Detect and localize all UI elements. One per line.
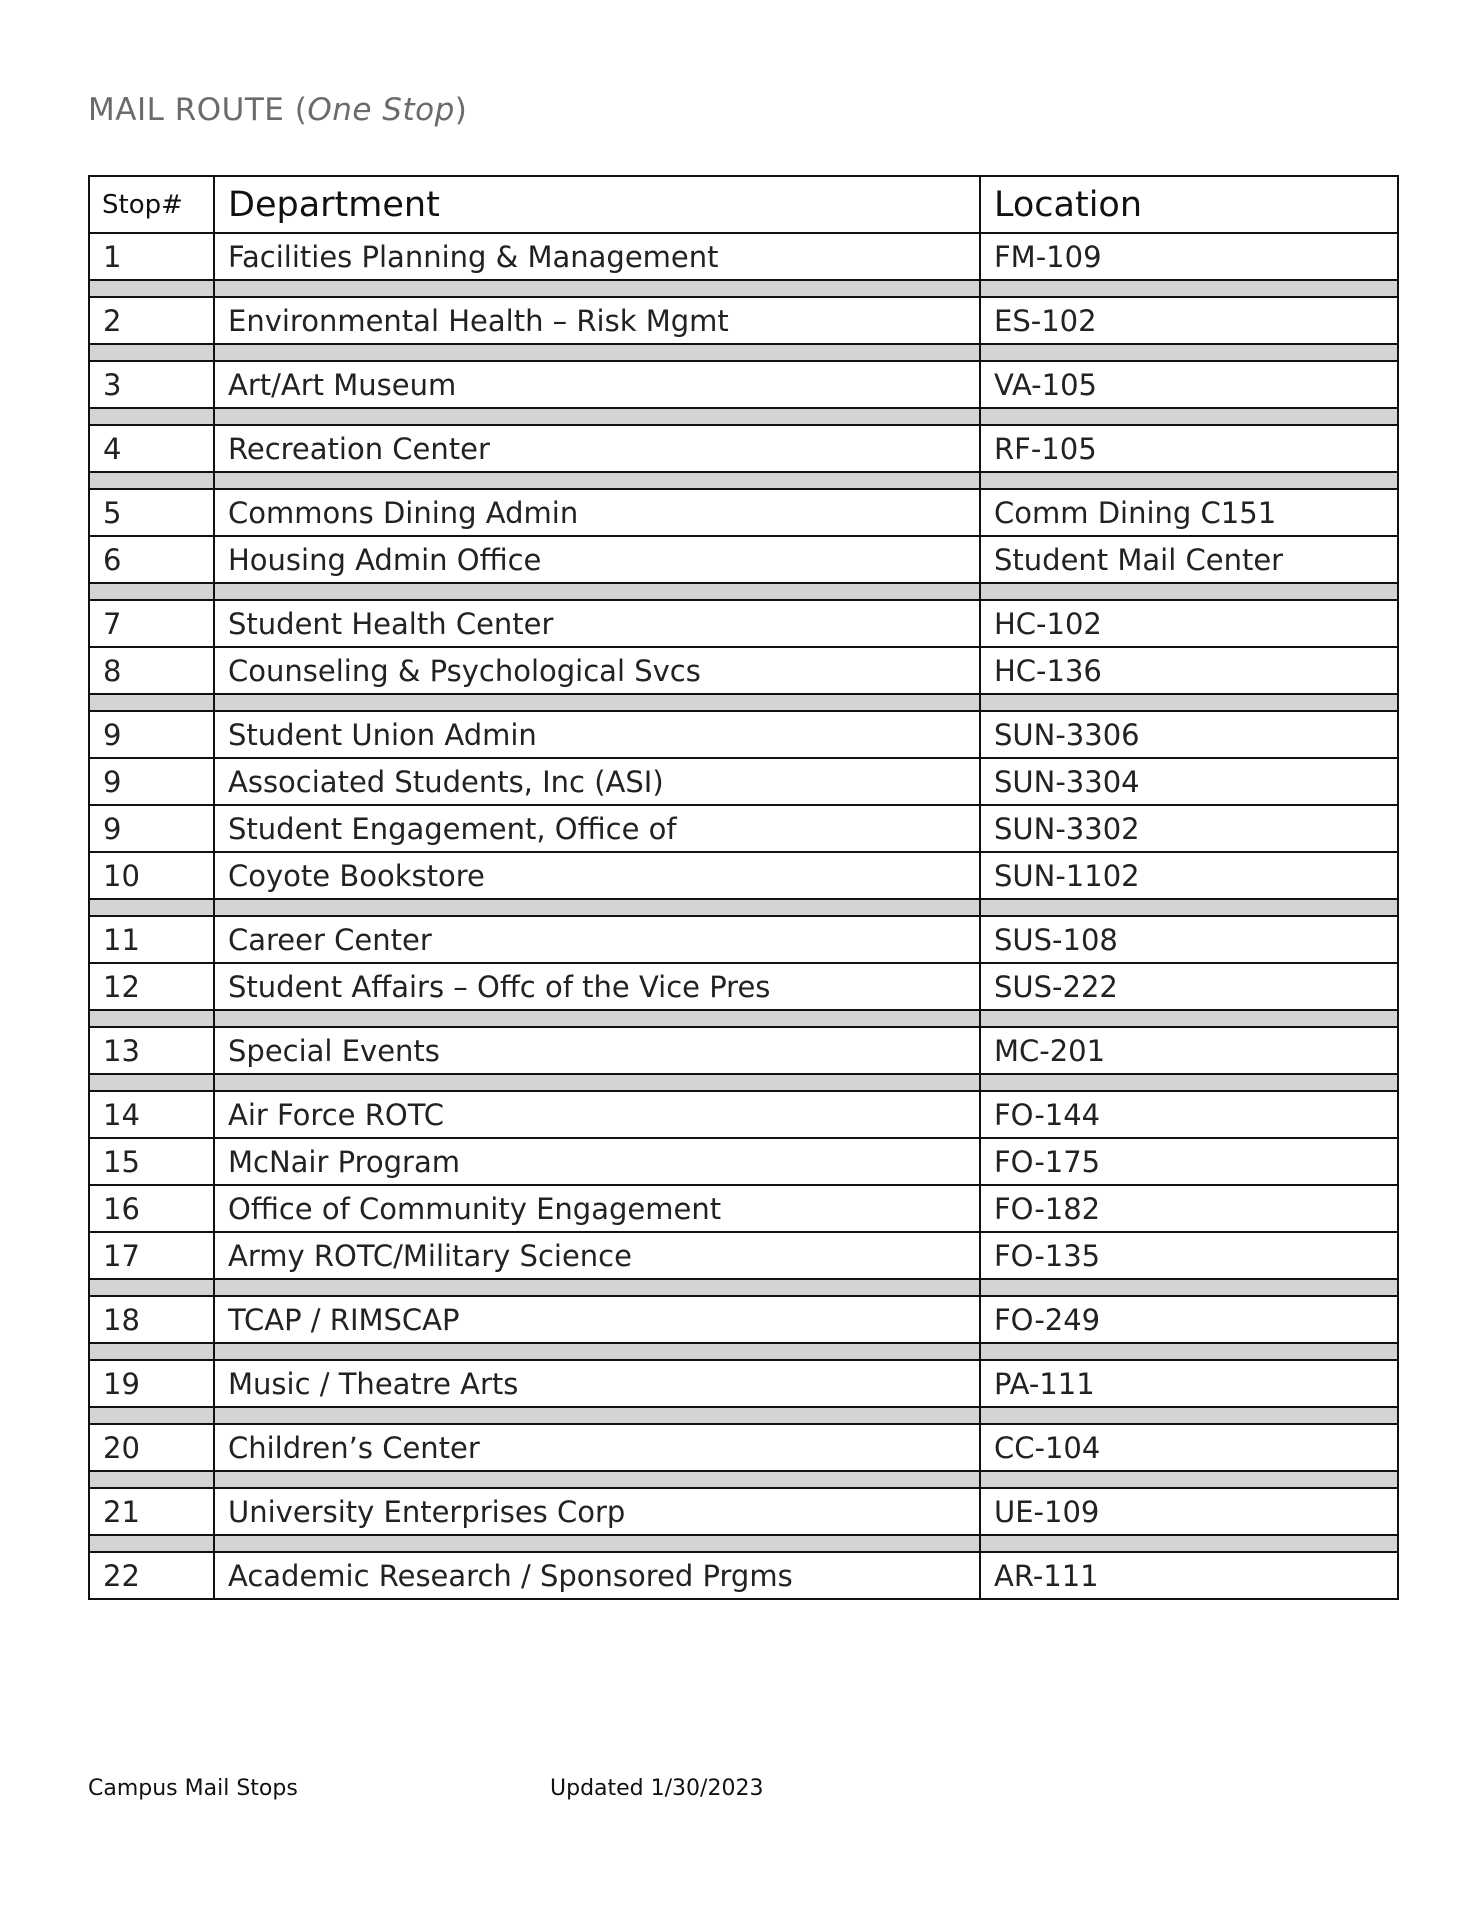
location-cell: FO-182 bbox=[980, 1185, 1398, 1232]
location-cell: ES-102 bbox=[980, 297, 1398, 344]
separator-row bbox=[89, 280, 1398, 297]
table-row bbox=[89, 489, 1398, 536]
stop-cell: 4 bbox=[89, 425, 214, 472]
separator-cell bbox=[214, 1010, 980, 1027]
title-main: MAIL ROUTE ( bbox=[88, 92, 308, 128]
location-cell: MC-201 bbox=[980, 1027, 1398, 1074]
separator-row bbox=[89, 1074, 1398, 1091]
stop-cell: 13 bbox=[89, 1027, 214, 1074]
table-row bbox=[89, 1027, 1398, 1074]
location-cell: HC-136 bbox=[980, 647, 1398, 694]
separator-row bbox=[89, 1010, 1398, 1027]
department-cell: University Enterprises Corp bbox=[214, 1488, 980, 1535]
separator-cell bbox=[980, 1343, 1398, 1360]
table-row bbox=[89, 536, 1398, 583]
table-row bbox=[89, 1232, 1398, 1279]
location-cell: SUN-3304 bbox=[980, 758, 1398, 805]
table-row bbox=[89, 647, 1398, 694]
location-cell: FM-109 bbox=[980, 233, 1398, 280]
table-row bbox=[89, 1552, 1398, 1599]
separator-cell bbox=[980, 280, 1398, 297]
location-cell: SUN-3302 bbox=[980, 805, 1398, 852]
table-row bbox=[89, 1138, 1398, 1185]
separator-cell bbox=[214, 408, 980, 425]
location-cell: SUS-222 bbox=[980, 963, 1398, 1010]
stop-cell: 16 bbox=[89, 1185, 214, 1232]
location-cell: AR-111 bbox=[980, 1552, 1398, 1599]
table-row bbox=[89, 361, 1398, 408]
department-cell: Counseling & Psychological Svcs bbox=[214, 647, 980, 694]
table-row bbox=[89, 711, 1398, 758]
department-cell: McNair Program bbox=[214, 1138, 980, 1185]
mail-route-table bbox=[88, 175, 1399, 1600]
stop-cell: 20 bbox=[89, 1424, 214, 1471]
department-cell: Student Union Admin bbox=[214, 711, 980, 758]
department-cell: Career Center bbox=[214, 916, 980, 963]
separator-cell bbox=[89, 472, 214, 489]
separator-row bbox=[89, 694, 1398, 711]
department-cell: Commons Dining Admin bbox=[214, 489, 980, 536]
separator-cell bbox=[214, 1407, 980, 1424]
table-row bbox=[89, 1296, 1398, 1343]
header-stop: Stop# bbox=[89, 176, 214, 233]
separator-row bbox=[89, 408, 1398, 425]
stop-cell: 12 bbox=[89, 963, 214, 1010]
separator-cell bbox=[214, 280, 980, 297]
table-row bbox=[89, 425, 1398, 472]
location-cell: FO-249 bbox=[980, 1296, 1398, 1343]
separator-cell bbox=[214, 1471, 980, 1488]
title-subtitle: One Stop bbox=[307, 92, 455, 128]
separator-cell bbox=[980, 344, 1398, 361]
separator-cell bbox=[214, 344, 980, 361]
stop-cell: 14 bbox=[89, 1091, 214, 1138]
stop-cell: 21 bbox=[89, 1488, 214, 1535]
table-row bbox=[89, 805, 1398, 852]
location-cell: CC-104 bbox=[980, 1424, 1398, 1471]
department-cell: Office of Community Engagement bbox=[214, 1185, 980, 1232]
separator-cell bbox=[89, 1471, 214, 1488]
stop-cell: 3 bbox=[89, 361, 214, 408]
location-cell: SUN-3306 bbox=[980, 711, 1398, 758]
table-row bbox=[89, 1488, 1398, 1535]
separator-cell bbox=[89, 1279, 214, 1296]
separator-cell bbox=[89, 694, 214, 711]
stop-cell: 9 bbox=[89, 805, 214, 852]
department-cell: Student Affairs – Offc of the Vice Pres bbox=[214, 963, 980, 1010]
separator-cell bbox=[980, 1471, 1398, 1488]
department-cell: Air Force ROTC bbox=[214, 1091, 980, 1138]
table-row bbox=[89, 758, 1398, 805]
table-row bbox=[89, 600, 1398, 647]
stop-cell: 15 bbox=[89, 1138, 214, 1185]
location-cell: RF-105 bbox=[980, 425, 1398, 472]
separator-cell bbox=[89, 1535, 214, 1552]
title-close: ) bbox=[454, 92, 468, 128]
separator-cell bbox=[214, 1074, 980, 1091]
location-cell: FO-144 bbox=[980, 1091, 1398, 1138]
separator-cell bbox=[89, 280, 214, 297]
separator-cell bbox=[214, 583, 980, 600]
separator-cell bbox=[980, 1407, 1398, 1424]
table-row bbox=[89, 233, 1398, 280]
department-cell: Special Events bbox=[214, 1027, 980, 1074]
department-cell: Academic Research / Sponsored Prgms bbox=[214, 1552, 980, 1599]
location-cell: HC-102 bbox=[980, 600, 1398, 647]
stop-cell: 11 bbox=[89, 916, 214, 963]
table-header-row bbox=[89, 176, 1398, 233]
stop-cell: 2 bbox=[89, 297, 214, 344]
separator-cell bbox=[214, 1535, 980, 1552]
department-cell: Recreation Center bbox=[214, 425, 980, 472]
separator-cell bbox=[980, 583, 1398, 600]
department-cell: Student Engagement, Office of bbox=[214, 805, 980, 852]
stop-cell: 9 bbox=[89, 758, 214, 805]
separator-cell bbox=[980, 408, 1398, 425]
stop-cell: 8 bbox=[89, 647, 214, 694]
stop-cell: 7 bbox=[89, 600, 214, 647]
location-cell: PA-111 bbox=[980, 1360, 1398, 1407]
separator-cell bbox=[214, 694, 980, 711]
separator-cell bbox=[214, 472, 980, 489]
location-cell: Student Mail Center bbox=[980, 536, 1398, 583]
table-row bbox=[89, 852, 1398, 899]
department-cell: Associated Students, Inc (ASI) bbox=[214, 758, 980, 805]
location-cell: Comm Dining C151 bbox=[980, 489, 1398, 536]
department-cell: Coyote Bookstore bbox=[214, 852, 980, 899]
table-row bbox=[89, 916, 1398, 963]
footer-updated-date: Updated 1/30/2023 bbox=[550, 1776, 764, 1801]
header-location: Location bbox=[980, 176, 1398, 233]
stop-cell: 19 bbox=[89, 1360, 214, 1407]
separator-cell bbox=[214, 1343, 980, 1360]
department-cell: Facilities Planning & Management bbox=[214, 233, 980, 280]
separator-cell bbox=[214, 1279, 980, 1296]
stop-cell: 10 bbox=[89, 852, 214, 899]
location-cell: FO-135 bbox=[980, 1232, 1398, 1279]
stop-cell: 22 bbox=[89, 1552, 214, 1599]
location-cell: SUN-1102 bbox=[980, 852, 1398, 899]
separator-cell bbox=[980, 694, 1398, 711]
stop-cell: 6 bbox=[89, 536, 214, 583]
table-row bbox=[89, 1091, 1398, 1138]
separator-row bbox=[89, 583, 1398, 600]
separator-cell bbox=[980, 899, 1398, 916]
separator-row bbox=[89, 472, 1398, 489]
separator-cell bbox=[980, 1535, 1398, 1552]
department-cell: Children’s Center bbox=[214, 1424, 980, 1471]
page-title bbox=[88, 92, 467, 128]
separator-cell bbox=[89, 408, 214, 425]
department-cell: Housing Admin Office bbox=[214, 536, 980, 583]
separator-row bbox=[89, 1343, 1398, 1360]
table-row bbox=[89, 963, 1398, 1010]
table-body bbox=[89, 233, 1398, 1599]
stop-cell: 9 bbox=[89, 711, 214, 758]
separator-cell bbox=[89, 1074, 214, 1091]
separator-cell bbox=[980, 472, 1398, 489]
separator-cell bbox=[89, 1407, 214, 1424]
separator-row bbox=[89, 344, 1398, 361]
separator-cell bbox=[89, 583, 214, 600]
separator-cell bbox=[89, 1010, 214, 1027]
department-cell: Art/Art Museum bbox=[214, 361, 980, 408]
stop-cell: 17 bbox=[89, 1232, 214, 1279]
department-cell: Army ROTC/Military Science bbox=[214, 1232, 980, 1279]
location-cell: SUS-108 bbox=[980, 916, 1398, 963]
stop-cell: 1 bbox=[89, 233, 214, 280]
department-cell: Environmental Health – Risk Mgmt bbox=[214, 297, 980, 344]
separator-row bbox=[89, 899, 1398, 916]
separator-row bbox=[89, 1471, 1398, 1488]
separator-row bbox=[89, 1279, 1398, 1296]
table-row bbox=[89, 297, 1398, 344]
separator-cell bbox=[89, 344, 214, 361]
department-cell: Student Health Center bbox=[214, 600, 980, 647]
department-cell: Music / Theatre Arts bbox=[214, 1360, 980, 1407]
header-department: Department bbox=[214, 176, 980, 233]
location-cell: FO-175 bbox=[980, 1138, 1398, 1185]
stop-cell: 5 bbox=[89, 489, 214, 536]
department-cell: TCAP / RIMSCAP bbox=[214, 1296, 980, 1343]
separator-row bbox=[89, 1535, 1398, 1552]
separator-cell bbox=[980, 1279, 1398, 1296]
footer-document-name: Campus Mail Stops bbox=[88, 1776, 298, 1801]
table-row bbox=[89, 1424, 1398, 1471]
separator-cell bbox=[214, 899, 980, 916]
table-row bbox=[89, 1185, 1398, 1232]
separator-cell bbox=[89, 1343, 214, 1360]
table-row bbox=[89, 1360, 1398, 1407]
separator-cell bbox=[980, 1010, 1398, 1027]
location-cell: UE-109 bbox=[980, 1488, 1398, 1535]
separator-cell bbox=[980, 1074, 1398, 1091]
separator-row bbox=[89, 1407, 1398, 1424]
separator-cell bbox=[89, 899, 214, 916]
location-cell: VA-105 bbox=[980, 361, 1398, 408]
stop-cell: 18 bbox=[89, 1296, 214, 1343]
